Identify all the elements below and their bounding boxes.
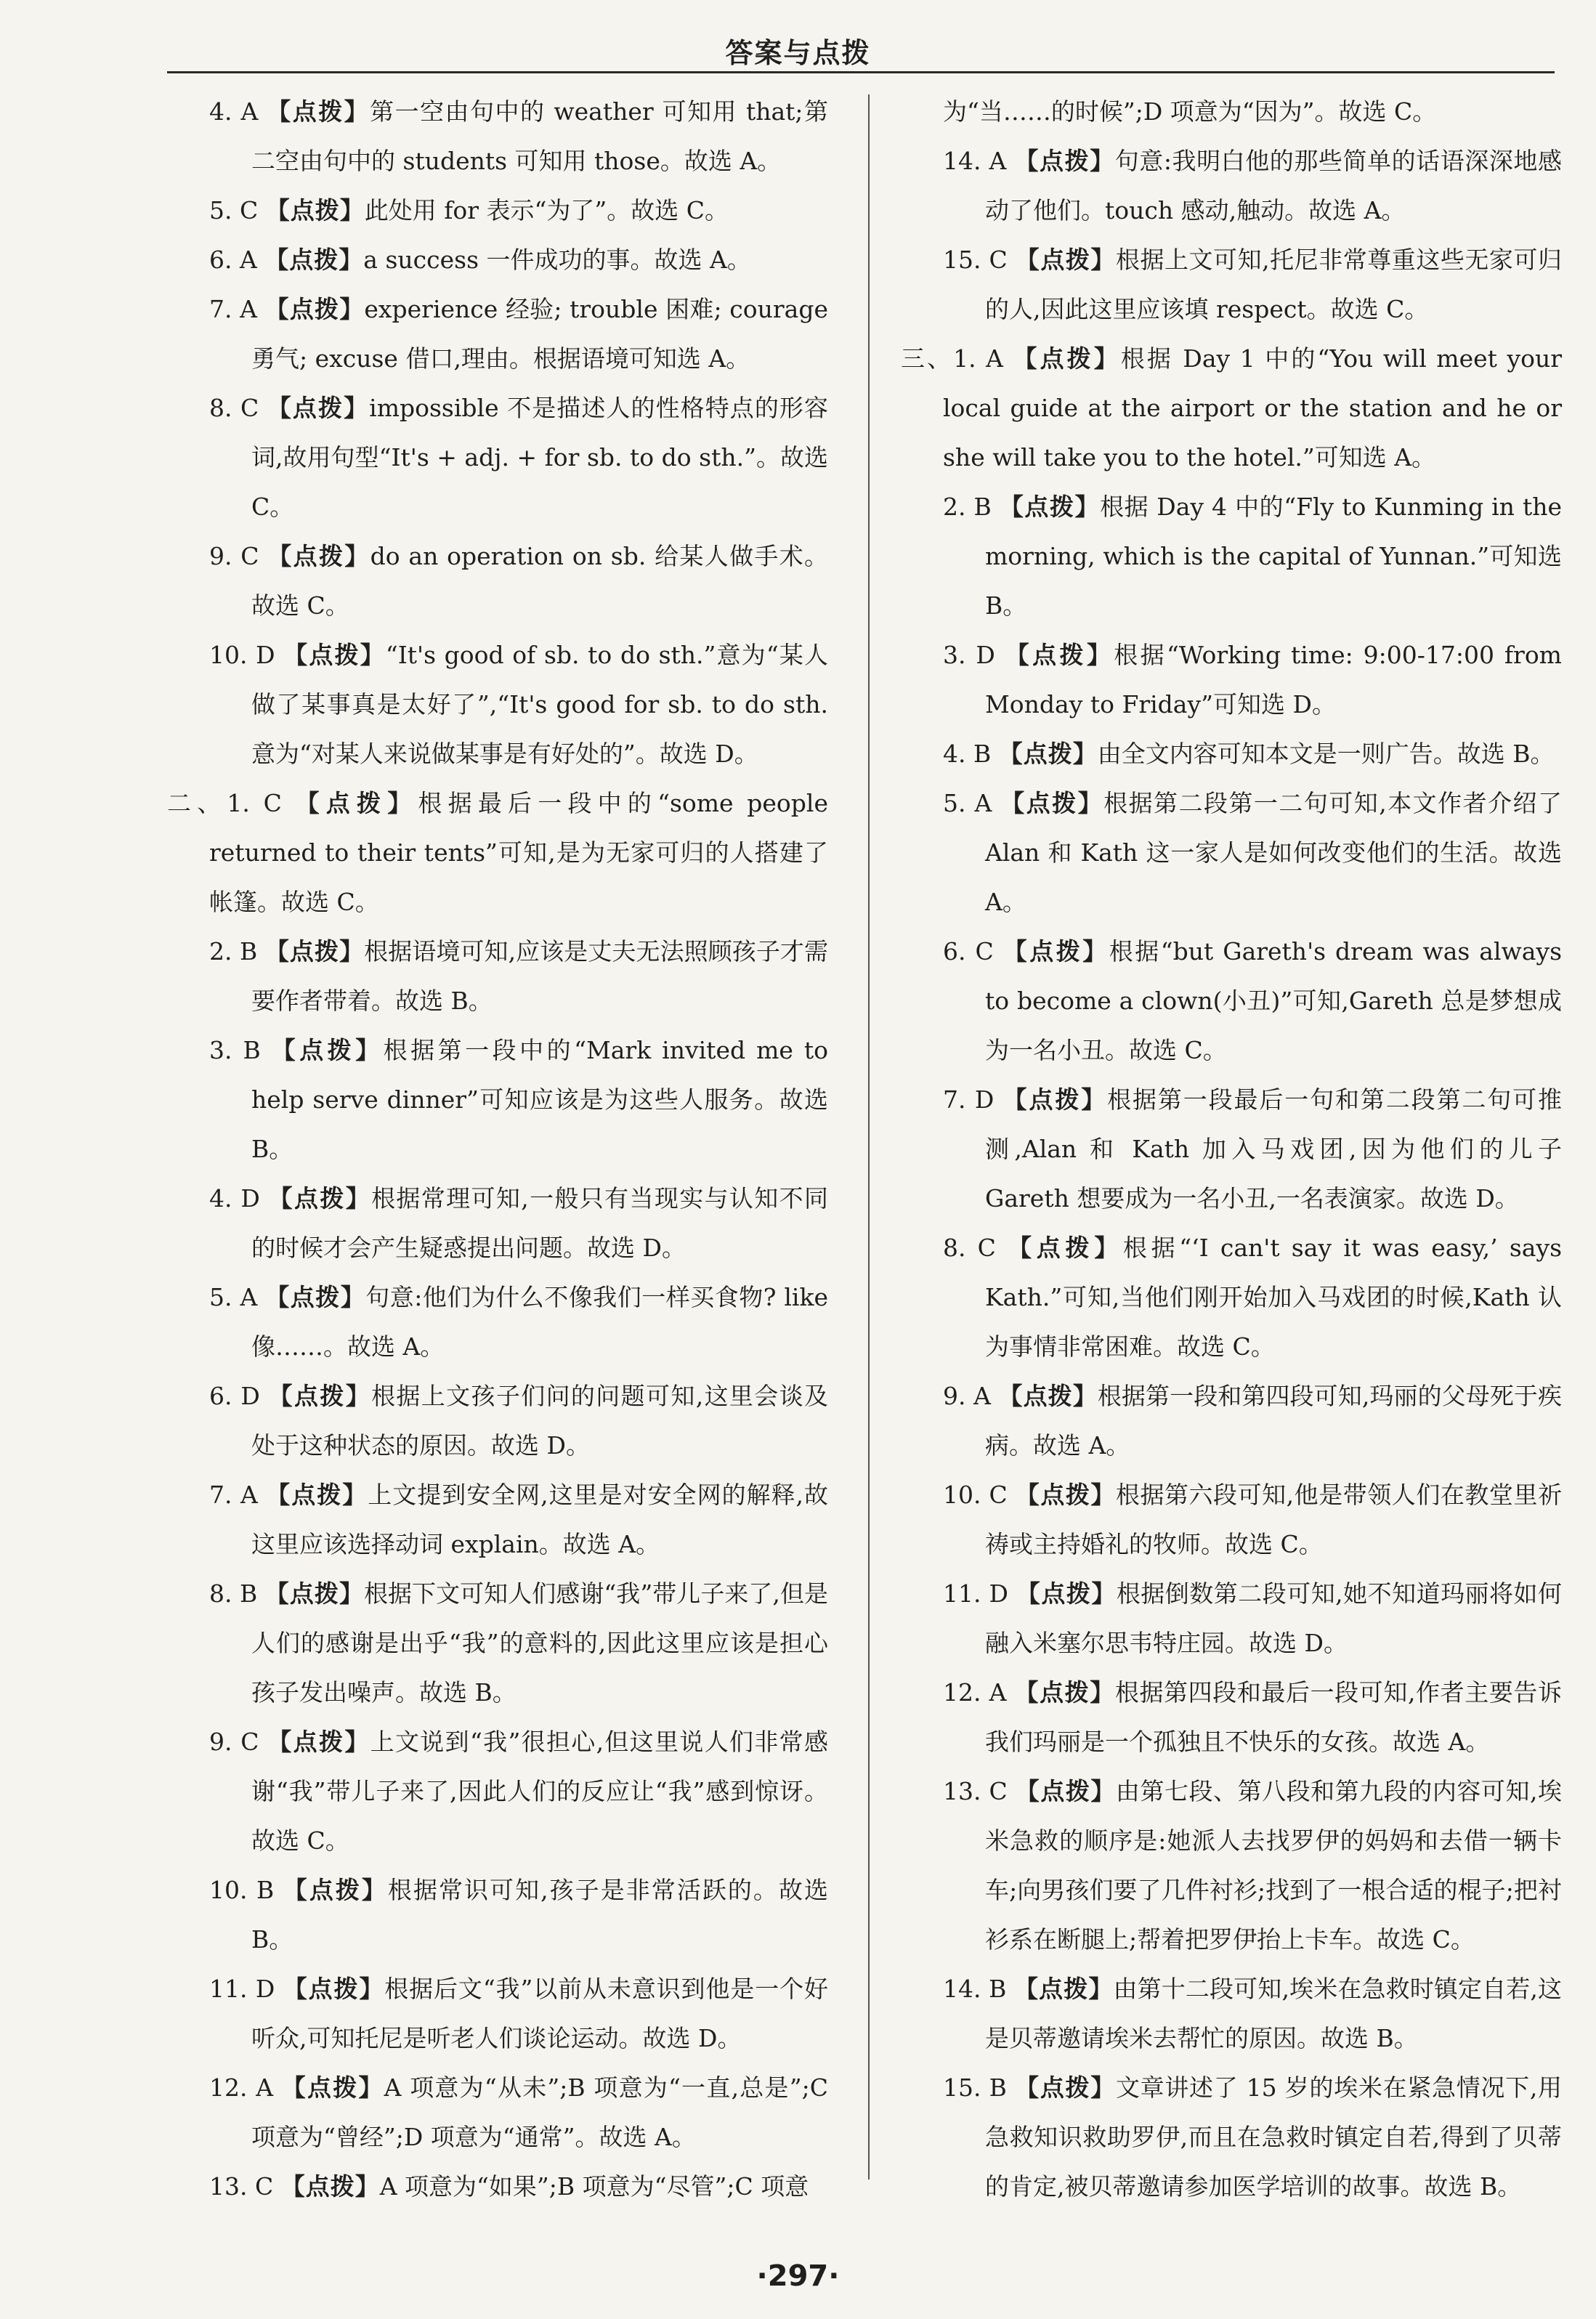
hint-tag: 【点拨】 <box>1015 2073 1116 2102</box>
answer-explanation: 根据第六段可知,他是带领人们在教堂里祈祷或主持婚礼的牧师。故选 C。 <box>985 1481 1562 1558</box>
answer-entry <box>167 1866 828 1964</box>
answer-entry <box>167 384 828 532</box>
answer-explanation: 句意:他们为什么不像我们一样买食物? like 像……。故选 A。 <box>251 1283 829 1361</box>
answer-entry <box>167 235 828 285</box>
hint-tag: 【点拨】 <box>998 740 1098 768</box>
hint-tag: 【点拨】 <box>268 1382 372 1410</box>
hint-tag: 【点拨】 <box>1000 789 1104 817</box>
answer-number: 15. B <box>943 2073 1016 2102</box>
answer-explanation: impossible 不是描述人的性格特点的形容词,故用句型“It's + adj. + for sb. to do sth.”。故选 C。 <box>251 394 828 521</box>
answer-explanation: 根据第四段和最后一段可知,作者主要告诉我们玛丽是一个孤独且不快乐的女孩。故选 A。 <box>985 1678 1563 1756</box>
hint-tag: 【点拨】 <box>295 789 418 817</box>
answer-number: 4. A <box>209 97 267 126</box>
column-divider <box>868 94 870 2180</box>
hint-tag: 【点拨】 <box>267 394 370 422</box>
hint-tag: 【点拨】 <box>1002 937 1109 966</box>
answer-entry <box>167 87 828 186</box>
answer-entry <box>901 482 1562 631</box>
hint-tag: 【点拨】 <box>283 641 386 669</box>
answer-explanation: 根据常识可知,孩子是非常活跃的。故选 B。 <box>251 1876 828 1954</box>
hint-tag: 【点拨】 <box>267 542 370 570</box>
hint-tag: 【点拨】 <box>998 1382 1098 1410</box>
answer-number: 10. D <box>209 641 284 669</box>
answer-explanation: 第一空由句中的 weather 可知用 that;第二空由句中的 students 可知用 those。故选 A。 <box>251 97 829 175</box>
answer-number: 12. A <box>209 2073 282 2102</box>
answer-number: 2. B <box>209 937 265 966</box>
answer-explanation: 由第十二段可知,埃米在急救时镇定自若,这是贝蒂邀请埃米去帮忙的原因。故选 B。 <box>985 1975 1563 2052</box>
answer-entry <box>167 1964 828 2063</box>
answer-number: 8. C <box>943 1234 1008 1262</box>
answer-explanation: do an operation on sb. 给某人做手术。故选 C。 <box>251 542 829 620</box>
answer-number: 7. A <box>209 1481 267 1509</box>
answer-number: 13. C <box>943 1777 1016 1805</box>
answer-entry <box>901 87 1562 137</box>
hint-tag: 【点拨】 <box>1016 1579 1117 1608</box>
answer-number: 9. C <box>209 1728 268 1756</box>
answer-explanation: 由第七段、第八段和第九段的内容可知,埃米急救的顺序是:她派人去找罗伊的妈妈和去借一辆卡车;向男孩们要了几件衬衫;找到了一根合适的棍子;把衬衫系在断腿上;帮着把罗伊抬上卡车。故选 C。 <box>985 1777 1562 1954</box>
answer-explanation: 为“当……的时候”;D 项意为“因为”。故选 C。 <box>943 97 1437 126</box>
answer-explanation: 由全文内容可知本文是一则广告。故选 B。 <box>1097 740 1555 768</box>
answer-entry <box>901 1470 1562 1569</box>
answer-number: 三、1. A <box>901 344 1013 373</box>
hint-tag: 【点拨】 <box>271 1036 384 1064</box>
answer-explanation: a success 一件成功的事。故选 A。 <box>363 246 751 274</box>
answer-number: 8. B <box>209 1579 265 1608</box>
hint-tag: 【点拨】 <box>265 196 365 224</box>
answer-explanation: 根据“Working time: 9:00-17:00 from Monday to Friday”可知选 D。 <box>985 641 1562 719</box>
answer-explanation: experience 经验; trouble 困难; courage 勇气; excuse 借口,理由。根据语境可知选 A。 <box>251 295 828 373</box>
hint-tag: 【点拨】 <box>1008 1234 1123 1262</box>
answer-entry <box>167 1372 828 1470</box>
answer-explanation: 根据第一段最后一句和第二段第二句可推测,Alan 和 Kath 加入马戏团,因为他们的儿子 Gareth 想要成为一名小丑,一名表演家。故选 D。 <box>985 1085 1563 1213</box>
hint-tag: 【点拨】 <box>264 295 365 323</box>
answer-number: 7. A <box>209 295 265 323</box>
answer-entry <box>901 631 1562 729</box>
right-column <box>901 87 1562 2211</box>
answer-entry <box>167 1569 828 1717</box>
answer-number: 13. C <box>209 2172 281 2201</box>
hint-tag: 【点拨】 <box>265 1283 366 1311</box>
answer-number: 6. A <box>209 246 265 274</box>
answer-entry <box>167 1174 828 1273</box>
left-column <box>167 87 828 2211</box>
answer-entry <box>901 334 1562 482</box>
answer-explanation: 根据 Day 4 中的“Fly to Kunming in the morning, which is the capital of Yunnan.”可知选 B。 <box>985 493 1563 620</box>
answer-entry <box>901 137 1562 235</box>
answer-entry <box>901 2063 1562 2211</box>
answer-number: 6. C <box>943 937 1003 966</box>
answer-entry <box>901 235 1562 334</box>
answer-entry <box>901 1372 1562 1470</box>
hint-tag: 【点拨】 <box>264 937 365 966</box>
answer-explanation: 此处用 for 表示“为了”。故选 C。 <box>364 196 729 224</box>
answer-explanation: 上文提到安全网,这里是对安全网的解释,故这里应该选择动词 explain。故选 A。 <box>251 1481 829 1558</box>
hint-tag: 【点拨】 <box>999 493 1101 521</box>
answer-explanation: 根据“but Gareth's dream was always to become a clown(小丑)”可知,Gareth 总是梦想成为一名小丑。故选 C。 <box>985 937 1563 1064</box>
answer-number: 11. D <box>209 1975 283 2003</box>
answer-explanation: A 项意为“如果”;B 项意为“尽管”;C 项意 <box>379 2172 809 2201</box>
answer-entry <box>167 1470 828 1569</box>
answer-explanation: 根据 Day 1 中的“You will meet your local guide at the airport or the station and he or she will take you to the hotel.”可知选 A。 <box>943 344 1563 472</box>
answer-number: 10. C <box>943 1481 1016 1509</box>
answer-explanation: 根据上文可知,托尼非常尊重这些无家可归的人,因此这里应该填 respect。故选 C。 <box>985 246 1562 323</box>
answer-number: 二、1. C <box>167 789 296 817</box>
answer-explanation: 根据第一段中的“Mark invited me to help serve dinner”可知应该是为这些人服务。故选 B。 <box>251 1036 829 1163</box>
hint-tag: 【点拨】 <box>267 97 370 126</box>
answer-entry <box>901 1668 1562 1767</box>
answer-entry <box>901 1767 1562 1964</box>
answer-explanation: 根据语境可知,应该是丈夫无法照顾孩子才需要作者带着。故选 B。 <box>251 937 828 1015</box>
answer-explanation: 根据倒数第二段可知,她不知道玛丽将如何融入米塞尔思韦特庄园。故选 D。 <box>985 1579 1563 1657</box>
answer-number: 9. C <box>209 542 268 570</box>
answer-entry <box>167 2162 828 2211</box>
answer-entry <box>167 1273 828 1372</box>
answer-explanation: 根据后文“我”以前从未意识到他是一个好听众,可知托尼是听老人们谈论运动。故选 D。 <box>251 1975 829 2052</box>
hint-tag: 【点拨】 <box>1013 344 1121 373</box>
answer-number: 11. D <box>943 1579 1016 1608</box>
hint-tag: 【点拨】 <box>283 1876 388 1904</box>
answer-entry <box>901 1223 1562 1372</box>
hint-tag: 【点拨】 <box>280 2172 380 2201</box>
answer-entry <box>901 1964 1562 2063</box>
answer-explanation: 根据上文孩子们问的问题可知,这里会谈及处于这种状态的原因。故选 D。 <box>251 1382 828 1460</box>
answer-entry <box>901 1569 1562 1668</box>
answer-number: 3. B <box>209 1036 272 1064</box>
answer-entry <box>167 631 828 779</box>
answer-number: 5. A <box>943 789 1001 817</box>
answer-entry <box>167 779 828 927</box>
answer-explanation: 根据第二段第一二句可知,本文作者介绍了 Alan 和 Kath 这一家人是如何改变他们的生活。故选 A。 <box>985 789 1563 916</box>
answer-number: 14. A <box>943 147 1015 175</box>
hint-tag: 【点拨】 <box>1005 641 1114 669</box>
answer-explanation: 根据最后一段中的“some people returned to their tents”可知,是为无家可归的人搭建了帐篷。故选 C。 <box>209 789 829 916</box>
answer-explanation: A 项意为“从未”;B 项意为“一直,总是”;C 项意为“曾经”;D 项意为“通常”。故选 A。 <box>251 2073 828 2151</box>
answer-entry <box>167 285 828 384</box>
hint-tag: 【点拨】 <box>1015 1481 1116 1509</box>
answer-number: 12. A <box>943 1678 1015 1707</box>
hint-tag: 【点拨】 <box>281 2073 384 2102</box>
hint-tag: 【点拨】 <box>1014 1678 1115 1707</box>
answer-entry <box>167 1026 828 1174</box>
answer-entry <box>167 532 828 631</box>
answer-entry <box>901 779 1562 927</box>
answer-entry <box>167 2063 828 2162</box>
answer-number: 14. B <box>943 1975 1014 2003</box>
answer-number: 8. C <box>209 394 267 422</box>
answer-entry <box>901 927 1562 1075</box>
answer-entry <box>901 729 1562 779</box>
answer-number: 4. D <box>209 1184 269 1213</box>
answer-number: 3. D <box>943 641 1005 669</box>
hint-tag: 【点拨】 <box>1015 1777 1116 1805</box>
hint-tag: 【点拨】 <box>1015 246 1116 274</box>
hint-tag: 【点拨】 <box>283 1975 385 2003</box>
hint-tag: 【点拨】 <box>1002 1085 1108 1114</box>
hint-tag: 【点拨】 <box>267 1728 370 1756</box>
answer-number: 9. A <box>943 1382 999 1410</box>
answer-number: 15. C <box>943 246 1016 274</box>
answer-explanation: 句意:我明白他的那些简单的话语深深地感动了他们。touch 感动,触动。故选 A。 <box>985 147 1563 224</box>
answer-number: 2. B <box>943 493 1000 521</box>
answer-number: 6. D <box>209 1382 269 1410</box>
answer-entry <box>901 1075 1562 1223</box>
answer-explanation: “It's good of sb. to do sth.”意为“某人做了某事真是太好了”,“It's good for sb. to do sth. 意为“对某人来说做某事是有好处的”。故选 D。 <box>251 641 829 768</box>
hint-tag: 【点拨】 <box>1013 1975 1114 2003</box>
hint-tag: 【点拨】 <box>264 246 364 274</box>
answer-entry <box>167 186 828 235</box>
page-number: ·297· <box>756 2259 840 2293</box>
hint-tag: 【点拨】 <box>268 1184 372 1213</box>
hint-tag: 【点拨】 <box>1014 147 1115 175</box>
answer-entry <box>167 1717 828 1866</box>
answer-explanation: 根据常理可知,一般只有当现实与认知不同的时候才会产生疑惑提出问题。故选 D。 <box>251 1184 828 1262</box>
answer-number: 10. B <box>209 1876 283 1904</box>
answer-explanation: 根据第一段和第四段可知,玛丽的父母死于疾病。故选 A。 <box>985 1382 1563 1460</box>
header-divider <box>167 71 1555 73</box>
answer-number: 5. C <box>209 196 266 224</box>
answer-explanation: 文章讲述了 15 岁的埃米在紧急情况下,用急救知识救助罗伊,而且在急救时镇定自若,得到了贝蒂的肯定,被贝蒂邀请参加医学培训的故事。故选 B。 <box>985 2073 1563 2201</box>
answer-entry <box>167 927 828 1026</box>
answer-explanation: 根据下文可知人们感谢“我”带儿子来了,但是人们的感谢是出乎“我”的意料的,因此这里应该是担心孩子发出噪声。故选 B。 <box>251 1579 829 1707</box>
hint-tag: 【点拨】 <box>266 1481 368 1509</box>
answer-explanation: 根据“‘I can't say it was easy,’ says Kath.”可知,当他们刚开始加入马戏团的时候,Kath 认为事情非常困难。故选 C。 <box>985 1234 1563 1361</box>
answer-number: 4. B <box>943 740 999 768</box>
answer-number: 5. A <box>209 1283 266 1311</box>
hint-tag: 【点拨】 <box>264 1579 364 1608</box>
page-header-title: 答案与点拨 <box>725 37 871 69</box>
answer-number: 7. D <box>943 1085 1003 1114</box>
answer-explanation: 上文说到“我”很担心,但这里说人们非常感谢“我”带儿子来了,因此人们的反应让“我”感到惊讶。故选 C。 <box>251 1728 829 1855</box>
